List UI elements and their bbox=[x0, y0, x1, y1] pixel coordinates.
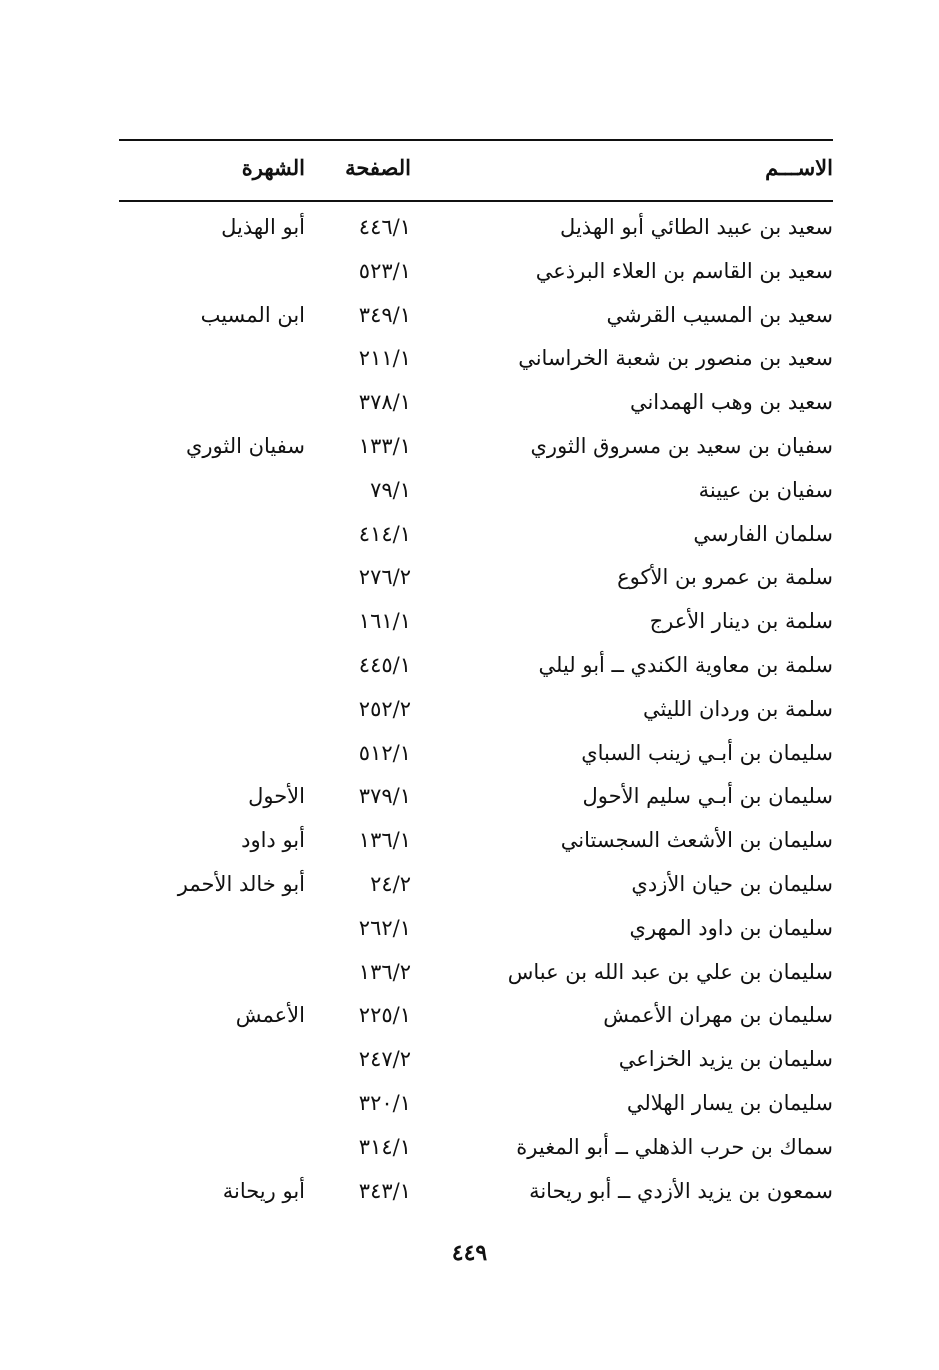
row-page-ref: ٣٤٩/١ bbox=[358, 302, 411, 327]
index-table-body bbox=[0, 206, 939, 1213]
table-row bbox=[0, 863, 939, 907]
table-header-rule bbox=[119, 200, 833, 202]
row-page-ref: ٤٤٦/١ bbox=[358, 215, 411, 239]
row-page-ref: ٤٤٥/١ bbox=[358, 652, 411, 677]
row-fame: ابن المسيب bbox=[200, 302, 305, 327]
row-name: سليمان بن علي بن عبد الله بن عباس bbox=[507, 959, 833, 984]
row-name: سلمة بن دينار الأعرج bbox=[649, 609, 833, 634]
row-name: سليمان بن يسار الهلالي bbox=[626, 1090, 833, 1115]
row-page-ref: ٢٢٥/١ bbox=[358, 1003, 411, 1028]
table-row bbox=[0, 337, 939, 381]
row-name: سلمة بن معاوية الكندي ــ أبو ليلي bbox=[538, 652, 833, 677]
row-name: سفيان بن عيينة bbox=[698, 477, 833, 502]
table-row bbox=[0, 688, 939, 732]
row-page-ref: ٢٥٢/٢ bbox=[358, 696, 411, 721]
header-name: الاســـم bbox=[765, 155, 833, 180]
row-page-ref: ٢٧٦/٢ bbox=[358, 565, 411, 590]
row-page-ref: ٣٧٩/١ bbox=[358, 784, 411, 809]
row-page-ref: ١٣٦/١ bbox=[358, 828, 411, 853]
row-fame: الأحول bbox=[248, 784, 305, 809]
table-row bbox=[0, 819, 939, 863]
row-name: سليمان بن مهران الأعمش bbox=[603, 1003, 833, 1028]
header-page: الصفحة bbox=[345, 155, 411, 180]
row-page-ref: ٥١٢/١ bbox=[358, 740, 411, 765]
row-fame: أبو ريحانة bbox=[222, 1178, 305, 1203]
table-row bbox=[0, 994, 939, 1038]
row-name: سليمان بن أبـي سليم الأحول bbox=[582, 784, 833, 809]
table-row bbox=[0, 425, 939, 469]
table-top-rule bbox=[119, 139, 833, 141]
row-page-ref: ٤١٤/١ bbox=[358, 521, 411, 546]
table-row bbox=[0, 1170, 939, 1214]
row-name: سليمان بن داود المهري bbox=[629, 915, 833, 940]
table-row bbox=[0, 206, 939, 250]
table-row bbox=[0, 556, 939, 600]
row-name: سعيد بن عبيد الطائي أبو الهذيل bbox=[560, 215, 833, 239]
table-row bbox=[0, 294, 939, 338]
row-page-ref: ٣٢٠/١ bbox=[358, 1090, 411, 1115]
row-name: سلمان الفارسي bbox=[693, 521, 833, 546]
row-page-ref: ٢٤٧/٢ bbox=[358, 1047, 411, 1072]
row-fame: الأعمش bbox=[235, 1003, 305, 1028]
table-row bbox=[0, 513, 939, 557]
table-row bbox=[0, 469, 939, 513]
header-fame: الشهرة bbox=[241, 155, 305, 180]
row-page-ref: ١٣٣/١ bbox=[358, 433, 411, 458]
table-row bbox=[0, 1126, 939, 1170]
row-page-ref: ٣١٤/١ bbox=[358, 1134, 411, 1159]
row-fame: سفيان الثوري bbox=[185, 433, 305, 458]
page-number: ٤٤٩ bbox=[451, 1240, 488, 1266]
row-page-ref: ٢٤/٢ bbox=[370, 871, 411, 896]
row-page-ref: ٢٦٢/١ bbox=[358, 915, 411, 940]
row-page-ref: ١٣٦/٢ bbox=[358, 959, 411, 984]
row-page-ref: ٢١١/١ bbox=[358, 346, 411, 371]
table-row bbox=[0, 732, 939, 776]
table-row bbox=[0, 644, 939, 688]
row-page-ref: ١٦١/١ bbox=[358, 609, 411, 634]
row-page-ref: ٧٩/١ bbox=[370, 477, 411, 502]
row-name: سعيد بن منصور بن شعبة الخراساني bbox=[518, 346, 833, 371]
row-page-ref: ٥٢٣/١ bbox=[358, 258, 411, 283]
row-name: سفيان بن سعيد بن مسروق الثوري bbox=[530, 433, 833, 458]
row-name: سليمان بن يزيد الخزاعي bbox=[618, 1047, 833, 1072]
row-name: سليمان بن الأشعث السجستاني bbox=[560, 828, 833, 853]
row-page-ref: ٣٧٨/١ bbox=[358, 390, 411, 415]
row-fame: أبو الهذيل bbox=[221, 215, 305, 239]
row-name: سلمة بن عمرو بن الأكوع bbox=[617, 565, 833, 590]
table-row bbox=[0, 1082, 939, 1126]
row-name: سعيد بن المسيب القرشي bbox=[606, 302, 833, 327]
row-fame: أبو خالد الأحمر bbox=[177, 871, 305, 896]
row-page-ref: ٣٤٣/١ bbox=[358, 1178, 411, 1203]
table-row bbox=[0, 381, 939, 425]
table-row bbox=[0, 250, 939, 294]
table-row bbox=[0, 775, 939, 819]
row-name: سماك بن حرب الذهلي ــ أبو المغيرة bbox=[516, 1134, 833, 1159]
row-fame: أبو داود bbox=[241, 828, 305, 853]
row-name: سليمان بن حيان الأزدي bbox=[631, 871, 833, 896]
row-name: سلمة بن وردان الليثي bbox=[642, 696, 833, 721]
table-row bbox=[0, 1038, 939, 1082]
table-row bbox=[0, 951, 939, 995]
row-name: سمعون بن يزيد الأزدي ــ أبو ريحانة bbox=[529, 1178, 833, 1203]
table-row bbox=[0, 907, 939, 951]
row-name: سعيد بن وهب الهمداني bbox=[629, 390, 833, 415]
row-name: سليمان بن أبـي زينب السباي bbox=[581, 740, 833, 765]
table-row bbox=[0, 600, 939, 644]
row-name: سعيد بن القاسم بن العلاء البرذعي bbox=[535, 258, 833, 283]
